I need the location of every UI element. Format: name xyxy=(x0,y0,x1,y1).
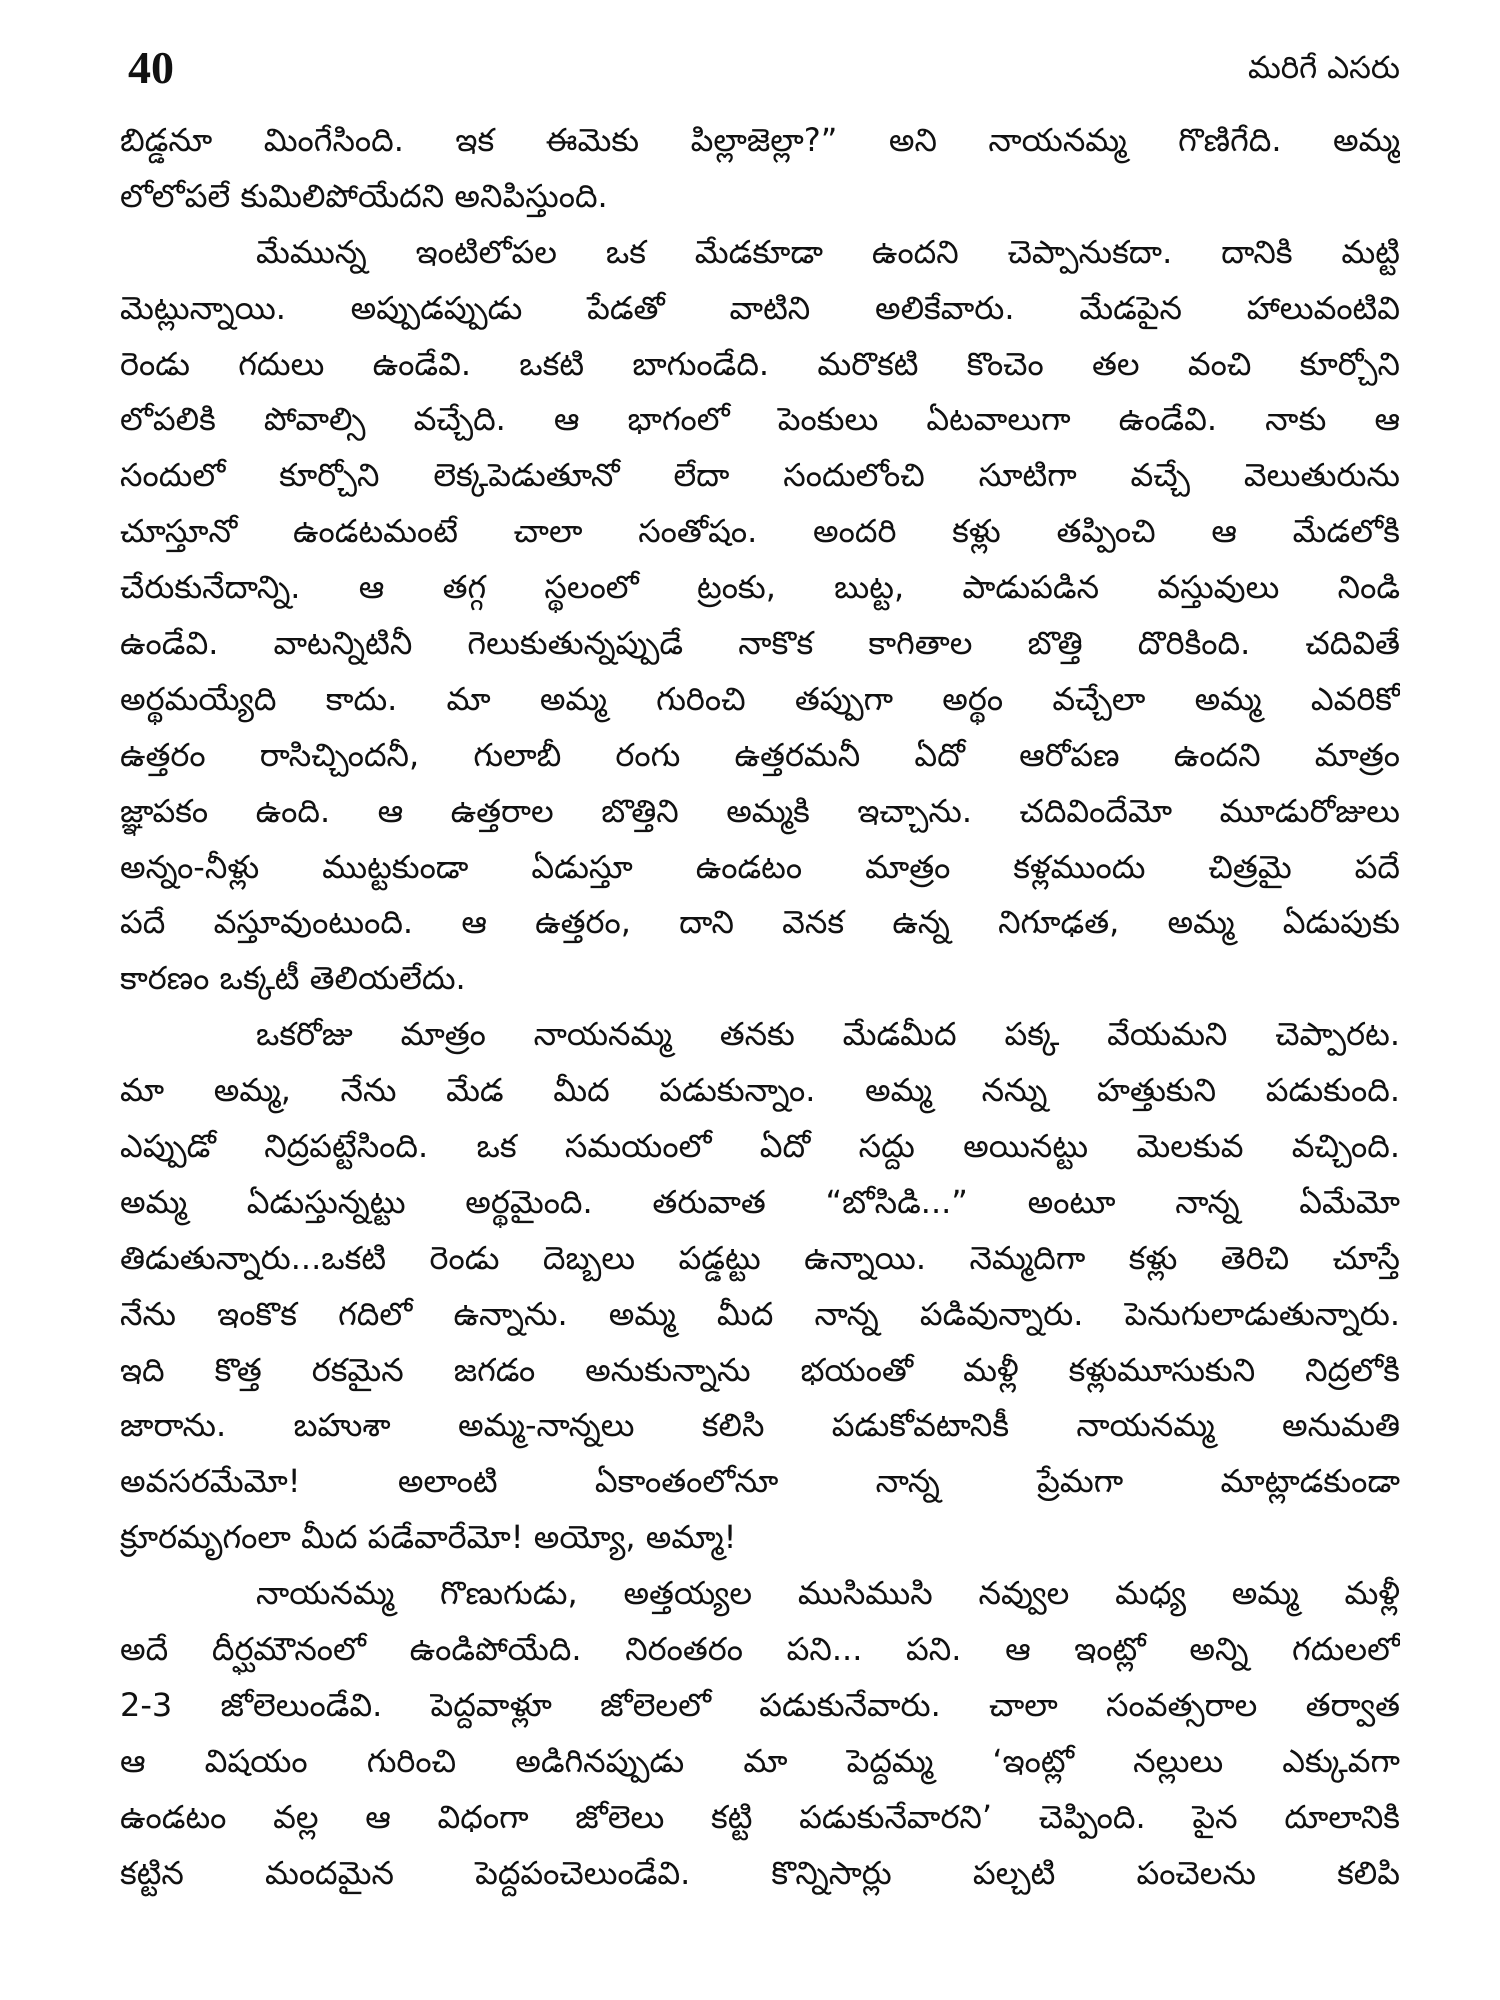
text-line: అన్నం-నీళ్లు ముట్టకుండా ఏడుస్తూ ఉండటం మాత్రం కళ్లముందు చిత్రమై పదే xyxy=(120,847,1400,886)
page-number: 40 xyxy=(128,42,174,93)
text-line: లోలోపలే కుమిలిపోయేదని అనిపిస్తుంది. xyxy=(120,176,608,215)
running-title: మరిగే ఎసరు xyxy=(1247,50,1400,86)
text-line: కారణం ఒక్కటీ తెలియలేదు. xyxy=(120,959,466,998)
text-line: ఉండటం వల్ల ఆ విధంగా జోలెలు కట్టి పడుకునేవారని’ చెప్పింది. పైన దూలానికి xyxy=(120,1797,1400,1836)
text-line: జ్ఞాపకం ఉంది. ఆ ఉత్తరాల బొత్తిని అమ్మకి ఇచ్చాను. చదివిందేమో మూడురోజులు xyxy=(120,791,1400,830)
text-line: 2-3 జోలెలుండేవి. పెద్దవాళ్లూ జోలెలలో పడుకునేవారు. చాలా సంవత్సరాల తర్వాత xyxy=(120,1685,1400,1724)
text-line: పదే వస్తూవుంటుంది. ఆ ఉత్తరం, దాని వెనక ఉన్న నిగూఢత, అమ్మ ఏడుపుకు xyxy=(120,903,1400,942)
body-text xyxy=(120,113,1400,1902)
page-header xyxy=(120,38,1400,98)
text-line: ఉండేవి. వాటన్నిటినీ గెలుకుతున్నప్పుడే నాకొక కాగితాల బొత్తి దొరికింది. చదివితే xyxy=(120,624,1400,663)
text-line: అమ్మ ఏడుస్తున్నట్టు అర్థమైంది. తరువాత “బోసిడి...” అంటూ నాన్న ఏమేమో xyxy=(120,1182,1400,1221)
text-line: చూస్తూనో ఉండటమంటే చాలా సంతోషం. అందరి కళ్లు తప్పించి ఆ మేడలోకి xyxy=(120,512,1400,551)
text-line: రెండు గదులు ఉండేవి. ఒకటి బాగుండేది. మరొకటి కొంచెం తల వంచి కూర్చోని xyxy=(120,344,1400,383)
text-line: లోపలికి పోవాల్సి వచ్చేది. ఆ భాగంలో పెంకులు ఏటవాలుగా ఉండేవి. నాకు ఆ xyxy=(120,400,1400,439)
text-line: ఆ విషయం గురించి అడిగినప్పుడు మా పెద్దమ్మ ‘ఇంట్లో నల్లులు ఎక్కువగా xyxy=(120,1741,1400,1780)
paragraph-start-line: నాయనమ్మ గొణుగుడు, అత్తయ్యల ముసిముసి నవ్వుల మధ్య అమ్మ మళ్లీ xyxy=(256,1574,1400,1613)
text-line: తిడుతున్నారు...ఒకటి రెండు దెబ్బలు పడ్డట్టు ఉన్నాయి. నెమ్మదిగా కళ్లు తెరిచి చూస్తే xyxy=(120,1238,1400,1277)
text-line: జారాను. బహుశా అమ్మ-నాన్నలు కలిసి పడుకోవటానికీ నాయనమ్మ అనుమతి xyxy=(120,1406,1400,1445)
text-line: ఎప్పుడో నిద్రపట్టేసింది. ఒక సమయంలో ఏదో సద్దు అయినట్టు మెలకువ వచ్చింది. xyxy=(120,1127,1400,1166)
text-line: ఇది కొత్త రకమైన జగడం అనుకున్నాను భయంతో మళ్లీ కళ్లుమూసుకుని నిద్రలోకి xyxy=(120,1350,1400,1389)
text-line: మెట్లున్నాయి. అప్పుడప్పుడు పేడతో వాటిని అలికేవారు. మేడపైన హాలువంటివి xyxy=(120,288,1400,327)
text-line: చేరుకునేదాన్ని. ఆ తగ్గ స్థలంలో ట్రంకు, బుట్ట, పాడుపడిన వస్తువులు నిండి xyxy=(120,568,1400,607)
text-line: బిడ్డనూ మింగేసింది. ఇక ఈమెకు పిల్లాజెల్లా?” అని నాయనమ్మ గొణిగేది. అమ్మ xyxy=(120,121,1400,159)
text-line: మా అమ్మ, నేను మేడ మీద పడుకున్నాం. అమ్మ నన్ను హత్తుకుని పడుకుంది. xyxy=(120,1071,1400,1110)
text-line: అవసరమేమో! అలాంటి ఏకాంతంలోనూ నాన్న ప్రేమగా మాట్లాడకుండా xyxy=(120,1462,1400,1501)
text-line: ఉత్తరం రాసిచ్చిందనీ, గులాబీ రంగు ఉత్తరమనీ ఏదో ఆరోపణ ఉందని మాత్రం xyxy=(120,735,1400,774)
text-line: కట్టిన మందమైన పెద్దపంచెలుండేవి. కొన్నిసార్లు పల్చటి పంచెలను కలిపి xyxy=(120,1853,1400,1892)
text-line: సందులో కూర్చోని లెక్కపెడుతూనో లేదా సందులోంచి సూటిగా వచ్చే వెలుతురును xyxy=(120,456,1400,495)
text-line: నేను ఇంకొక గదిలో ఉన్నాను. అమ్మ మీద నాన్న పడివున్నారు. పెనుగులాడుతున్నారు. xyxy=(120,1294,1400,1333)
text-line: అదే దీర్ఘమౌనంలో ఉండిపోయేది. నిరంతరం పని... పని. ఆ ఇంట్లో అన్ని గదులలో xyxy=(120,1630,1400,1669)
paragraph-start-line: ఒకరోజు మాత్రం నాయనమ్మ తనకు మేడమీద పక్క వేయమని చెప్పారట. xyxy=(256,1015,1400,1054)
text-line: అర్థమయ్యేది కాదు. మా అమ్మ గురించి తప్పుగా అర్థం వచ్చేలా అమ్మ ఎవరికో xyxy=(120,679,1400,718)
text-line: క్రూరమృగంలా మీద పడేవారేమో! అయ్యో, అమ్మా! xyxy=(120,1518,737,1557)
paragraph-start-line: మేమున్న ఇంటిలోపల ఒక మేడకూడా ఉందని చెప్పానుకదా. దానికి మట్టి xyxy=(256,232,1400,271)
